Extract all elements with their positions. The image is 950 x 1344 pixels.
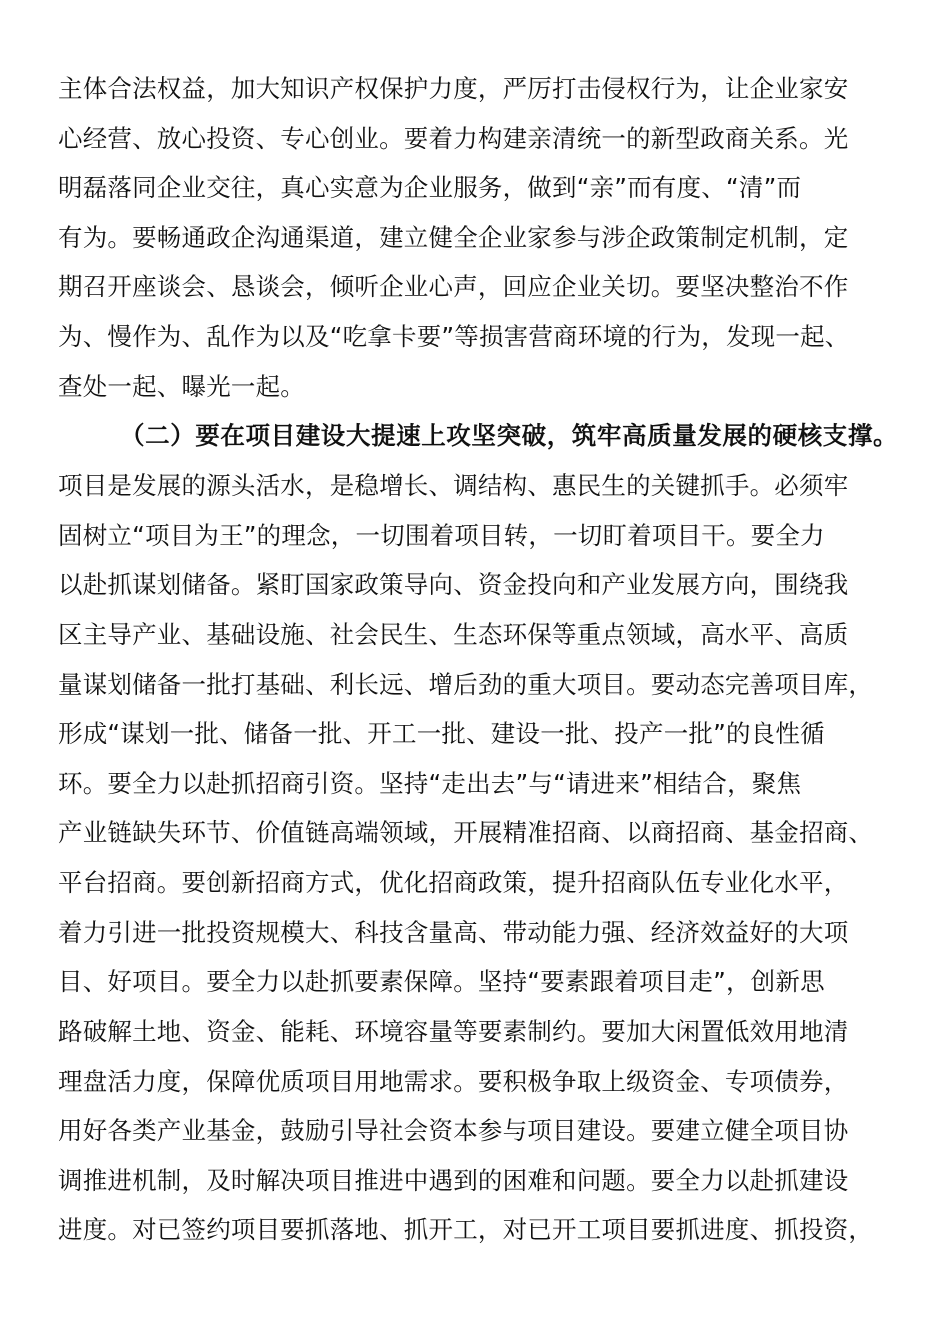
text-line: 查处一起、曝光一起。	[58, 372, 305, 401]
text-line: 以赴抓谋划储备。紧盯国家政策导向、资金投向和产业发展方向，围绕我	[58, 570, 849, 599]
text-line: 用好各类产业基金，鼓励引导社会资本参与项目建设。要建立健全项目协	[58, 1116, 849, 1145]
text-line: 环。要全力以赴抓招商引资。坚持“走出去”与“请进来”相结合，聚焦	[58, 769, 802, 798]
text-line: 产业链缺失环节、价值链高端领域，开展精准招商、以商招商、基金招商、	[58, 818, 874, 847]
text-line: 明磊落同企业交往，真心实意为企业服务，做到“亲”而有度、“清”而	[58, 173, 802, 202]
text-line: 调推进机制，及时解决项目推进中遇到的困难和问题。要全力以赴抓建设	[58, 1166, 849, 1195]
text-line: 着力引进一批投资规模大、科技含量高、带动能力强、经济效益好的大项	[58, 918, 849, 947]
text-line: 理盘活力度，保障优质项目用地需求。要积极争取上级资金、专项债券，	[58, 1067, 849, 1096]
text-line: 主体合法权益，加大知识产权保护力度，严厉打击侵权行为，让企业家安	[58, 74, 849, 103]
text-line: 为、慢作为、乱作为以及“吃拿卡要”等损害营商环境的行为，发现一起、	[58, 322, 850, 351]
text-line: 项目是发展的源头活水，是稳增长、调结构、惠民生的关键抓手。必须牢	[58, 471, 849, 500]
text-line: 路破解土地、资金、能耗、环境容量等要素制约。要加大闲置低效用地清	[58, 1017, 849, 1046]
text-line: 量谋划储备一批打基础、利长远、增后劲的重大项目。要动态完善项目库，	[58, 670, 874, 699]
text-line: 固树立“项目为王”的理念，一切围着项目转，一切盯着项目干。要全力	[58, 521, 825, 550]
text-line: 进度。对已签约项目要抓落地、抓开工，对已开工项目要抓进度、抓投资，	[58, 1215, 874, 1244]
text-line: 形成“谋划一批、储备一批、开工一批、建设一批、投产一批”的良性循	[58, 719, 825, 748]
text-line: 有为。要畅通政企沟通渠道，建立健全企业家参与涉企政策制定机制，定	[58, 223, 849, 252]
text-line: 目、好项目。要全力以赴抓要素保障。坚持“要素跟着项目走”，创新思	[58, 967, 825, 996]
text-line: 期召开座谈会、恳谈会，倾听企业心声，回应企业关切。要坚决整治不作	[58, 272, 849, 301]
text-line: 区主导产业、基础设施、社会民生、生态环保等重点领域，高水平、高质	[58, 620, 849, 649]
section-heading: （二）要在项目建设大提速上攻坚突破，筑牢高质量发展的硬核支撑。	[120, 421, 899, 450]
text-line: 心经营、放心投资、专心创业。要着力构建亲清统一的新型政商关系。光	[58, 124, 849, 153]
text-line: 平台招商。要创新招商方式，优化招商政策，提升招商队伍专业化水平，	[58, 868, 849, 897]
